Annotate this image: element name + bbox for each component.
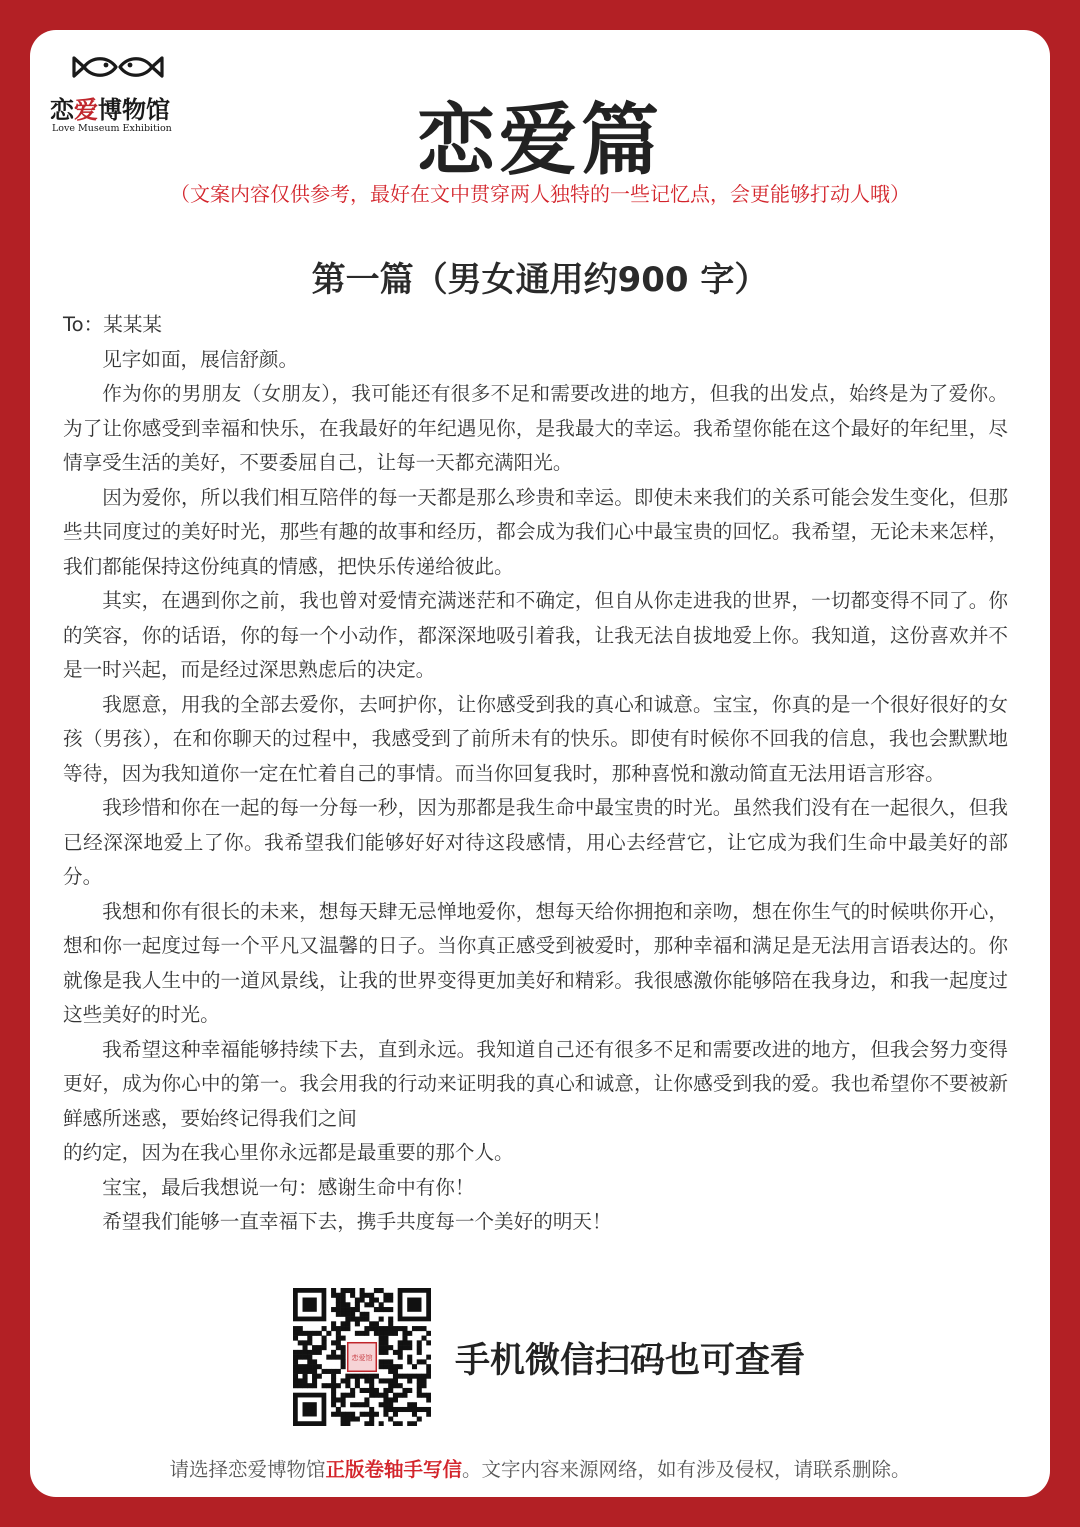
fish-logo-icon — [70, 54, 166, 80]
museum-name: 恋爱博物馆 — [50, 95, 170, 124]
letter-paragraph: 作为你的男朋友（女朋友），我可能还有很多不足和需要改进的地方，但我的出发点，始终是为了爱你。为了让你感受到幸福和快乐，在我最好的年纪遇见你，是我最大的幸运。我希望你能在这个最好的年纪里，尽情享受生活的美好，不要委屈自己，让每一天都充满阳光。 — [63, 382, 1008, 474]
section-subtitle: 第一篇（男女通用约900 字） — [311, 260, 769, 300]
qr-caption: 手机微信扫码也可查看 — [455, 1341, 806, 1381]
letter-body — [63, 308, 1008, 1240]
letter-paragraph: 其实，在遇到你之前，我也曾对爱情充满迷茫和不确定，但自从你走进我的世界，一切都变得不同了。你的笑容，你的话语，你的每一个小动作，都深深地吸引着我，让我无法自拔地爱上你。我知道，这份喜欢并不是一时兴起，而是经过深思熟虑后的决定。 — [63, 589, 1008, 681]
letter-paragraph: 的约定，因为在我心里你永远都是最重要的那个人。 — [63, 1141, 514, 1164]
footer-disclaimer: 请选择恋爱博物馆正版卷轴手写信。文字内容来源网络，如有涉及侵权，请联系删除。 — [169, 1458, 911, 1481]
letter-paragraph: 因为爱你，所以我们相互陪伴的每一天都是那么珍贵和幸运。即使未来我们的关系可能会发生变化，但那些共同度过的美好时光，那些有趣的故事和经历，都会成为我们心中最宝贵的回忆。我希望，无论未来怎样，我们都能保持这份纯真的情感，把快乐传递给彼此。 — [63, 485, 1008, 578]
letter-salutation: To：某某某 — [63, 313, 163, 336]
letter-paragraph: 我珍惜和你在一起的每一分每一秒，因为那都是我生命中最宝贵的时光。虽然我们没有在一起很久，但我已经深深地爱上了你。我希望我们能够好好对待这段感情，用心去经营它，让它成为我们生命中最美好的部分。 — [63, 796, 1008, 888]
footer-highlight[interactable]: 正版卷轴手写信 — [325, 1458, 462, 1481]
letter-paragraph: 我想和你有很长的未来，想每天肆无忌惮地爱你，想每天给你拥抱和亲吻，想在你生气的时候哄你开心，想和你一起度过每一个平凡又温馨的日子。当你真正感受到被爱时，那种幸福和满足是无法用言语表达的。你就像是我人生中的一道风景线，让我的世界变得更加美好和精彩。我很感激你能够陪在我身边，和我一起度过这些美好的时光。 — [63, 899, 1008, 1026]
museum-name-english: Love Museum Exhibition — [52, 123, 172, 134]
reference-note: （文案内容仅供参考，最好在文中贯穿两人独特的一些记忆点，会更能够打动人哦） — [170, 182, 910, 206]
letter-paragraph: 我愿意，用我的全部去爱你，去呵护你，让你感受到我的真心和诚意。宝宝，你真的是一个很好很好的女孩（男孩），在和你聊天的过程中，我感受到了前所未有的快乐。即使有时候你不回我的信息，我也会默默地等待，因为我知道你一定在忙着自己的事情。而当你回复我时，那种喜悦和激动简直无法用语言形容。 — [63, 692, 1008, 785]
letter-sheet — [30, 30, 1050, 1497]
letter-paragraph: 希望我们能够一直幸福下去，携手共度每一个美好的明天！ — [102, 1210, 612, 1233]
qr-code-icon[interactable] — [293, 1288, 431, 1426]
page-title: 恋爱篇 — [416, 95, 663, 186]
svg-text:恋爱馆: 恋爱馆 — [351, 1354, 373, 1362]
letter-paragraph: 宝宝，最后我想说一句：感谢生命中有你！ — [102, 1175, 475, 1199]
letter-paragraph: 我希望这种幸福能够持续下去，直到永远。我知道自己还有很多不足和需要改进的地方，但我会努力变得更好，成为你心中的第一。我会用我的行动来证明我的真心和诚意，让你感受到我的爱。我也希望你不要被新鲜感所迷惑，要始终记得我们之间 — [63, 1037, 1008, 1130]
letter-paragraph: 见字如面，展信舒颜。 — [102, 347, 299, 371]
